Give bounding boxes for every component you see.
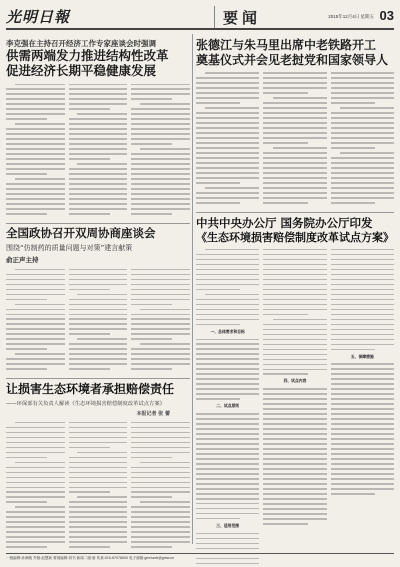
page-footer: 一版编辑:孙满桃 外版:赵慧新 要闻编辑:刘书 新闻二版:唐 传真:010-67078000 电子邮箱:gmrbzxb@gmw.cn [6, 553, 394, 561]
section-name: 要闻 [223, 9, 262, 27]
story-headline: 促进经济长期平稳健康发展 [6, 62, 157, 78]
divider [6, 378, 190, 379]
column-divider [192, 34, 193, 544]
story-byline: 本报记者 张 蕾 [136, 410, 170, 417]
newspaper-logo: 光明日報 [6, 8, 71, 26]
masthead [6, 6, 394, 30]
section-tab [214, 6, 326, 28]
story-kicker: 李克强在主持召开经济工作专家座谈会时强调 [6, 39, 156, 48]
right-column [196, 34, 394, 567]
left-column [6, 34, 190, 551]
article-body [196, 72, 394, 207]
story-headline: 让损害生态环境者承担赔偿责任 [6, 382, 175, 397]
divider [6, 223, 190, 224]
article-body [196, 249, 394, 567]
section-heading: 四、试点内容 [283, 378, 307, 384]
story-headline: 张德江与朱马里出席中老铁路开工 [196, 38, 377, 52]
story-headline: 全国政协召开双周协商座谈会 [6, 226, 156, 241]
article-body [6, 269, 190, 374]
issue-date: 2015年12月4日 星期五 [328, 14, 374, 19]
section-heading: 一、总体要求和目标 [210, 328, 245, 334]
story-byline: 俞正声主持 [6, 255, 39, 264]
story-subhead: 围绕“仿制药的质量问题与对策”建言献策 [6, 243, 133, 252]
story-headline: 《生态环境损害赔偿制度改革试点方案》 [196, 230, 394, 244]
section-heading: 三、适用范围 [216, 522, 240, 528]
article-body [6, 84, 190, 219]
story-headline: 奠基仪式并会见老挝党和国家领导人 [196, 53, 389, 68]
divider [196, 212, 394, 213]
article-body [6, 422, 190, 552]
story-headline: 中共中央办公厅 国务院办公厅印发 [196, 215, 373, 230]
section-heading: 二、试点原则 [216, 403, 240, 409]
section-heading: 五、保障措施 [350, 353, 374, 359]
story-subhead: ——环保部有关负责人解读《生态环境损害赔偿制度改革试点方案》 [6, 400, 165, 407]
page-number: 03 [379, 8, 394, 23]
story-headline: 供需两端发力推进结构性改革 [6, 48, 169, 63]
